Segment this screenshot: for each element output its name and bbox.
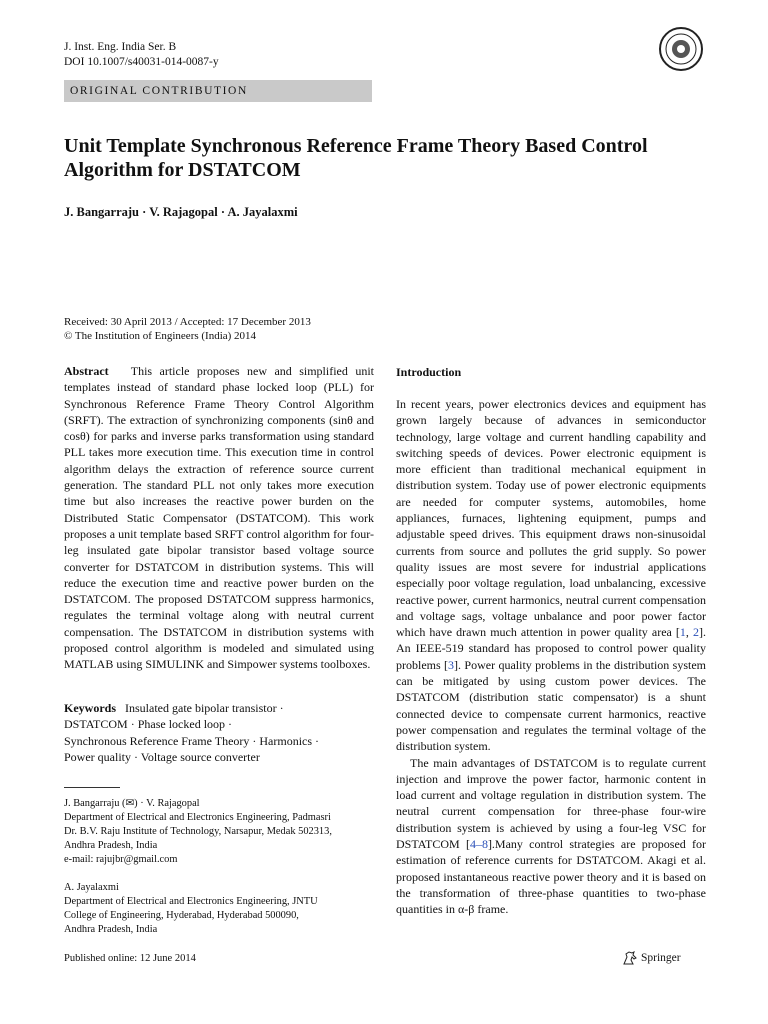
abstract-text: This article proposes new and simplified unit templates instead of standard phase locked loop (PLL) for Synchronous Reference Frame Theory Control Algorithm (SRFT). The extraction of synchronizing components (sinθ and cosθ) for parks and inverse parks transformation using standard PLL takes more execution time. This execution time in control algorithm delays the extraction of reference source current generation. The standard PLL not only takes more execution time but also increases the reactive power burden on the Distributed Static Compensator (DSTATCOM). This work proposes a unit template based SRFT control algorithm for four-leg insulated gate bipolar transistor based voltage source converter for DSTATCOM in distribution systems. This will reduce the execution time and reactive power burden on the DSTATCOM. The proposed DSTATCOM suppress harmonics, regulates the terminal voltage along with neutral current compensation. The DSTATCOM in distribution systems with proposed control algorithm is modeled and simulated using MATLAB using SIMULINK and Simpower systems toolboxes. (64, 364, 374, 672)
keywords (64, 700, 374, 765)
publisher-logo (622, 951, 681, 965)
received-date: Received: 30 April 2013 / Accepted: 17 December 2013 (64, 316, 311, 328)
publisher-name: Springer (641, 952, 681, 964)
affiliation-line: Andhra Pradesh, India (64, 840, 158, 851)
institution-seal-icon (658, 26, 704, 72)
keyword-line: Synchronous Reference Frame Theory · Harmonics · (64, 733, 320, 748)
paragraph: In recent years, power electronics devices and equipment has grown largely because of advances in semiconductor technology, large voltage and current handling capability and switching speeds of devices. Power electronic equipment is more efficient than traditional mechanical equipment in distribution system. Today use of power electronic equipments are needed for computer systems, automobiles, home appliances, furnaces, lightening equipment, pumps and adjustable speed drives. This equipment draws non-sinusoidal currents from source and pollutes the grid supply. So power quality issues are most severe for industrial applications especially poor voltage regulation, load unbalancing, excessive reactive power, current harmonics, neutral current compensation and voltage sags, voltage unbalance and poor power factor which have drawn much attention in power quality area [1, 2]. An IEEE-519 standard has proposed to control power quality problems [3]. Power quality problems in the distribution system can be mitigated by using custom power devices. The DSTATCOM (distribution static compensator) is a shunt connected device to compensate current harmonics, reactive power compensation and regulates the terminal voltage of the distribution system. (396, 397, 707, 754)
affiliation-line: College of Engineering, Hyderabad, Hyderabad 500090, (64, 910, 299, 921)
author-list: J. Bangarraju · V. Rajagopal · A. Jayalaxmi (64, 205, 298, 219)
citation-link[interactable]: 4–8 (469, 837, 488, 852)
doi: DOI 10.1007/s40031-014-0087-y (64, 56, 219, 68)
abstract-label: Abstract (64, 364, 109, 378)
affiliation-line: Dr. B.V. Raju Institute of Technology, Narsapur, Medak 502313, (64, 826, 332, 837)
affiliation-line: A. Jayalaxmi (64, 882, 119, 893)
introduction-body (396, 396, 706, 918)
springer-horse-icon (622, 951, 638, 965)
dates-block (64, 315, 311, 343)
abstract (64, 363, 374, 673)
journal-name: J. Inst. Eng. India Ser. B (64, 41, 177, 53)
copyright: © The Institution of Engineers (India) 2014 (64, 330, 257, 342)
keywords-label: Keywords (64, 701, 116, 715)
citation-link[interactable]: 3 (448, 657, 455, 672)
affiliation-line: Department of Electrical and Electronics Engineering, Padmasri (64, 812, 331, 823)
author-email[interactable]: e-mail: rajujbr@gmail.com (64, 854, 178, 865)
article-type-banner: ORIGINAL CONTRIBUTION (64, 80, 372, 102)
keyword-line: Insulated gate bipolar transistor · (125, 701, 284, 715)
paragraph: The main advantages of DSTATCOM is to regulate current injection and improve the power factor, harmonic content in load current and voltage regulation in distribution system. The neutral current compensation for three-phase four-wire distribution system is achieved by using a four-leg VSC for DSTATCOM [4–8].Many control strategies are proposed for estimation of reference currents for DSTATCOM. Akagi et al. proposed instantaneous reactive power theory and it is based on the transformation of three-phase quantities to two-phase quantities in α-β frame. (396, 755, 706, 917)
introduction-heading: Introduction (396, 365, 462, 379)
affiliations (64, 797, 374, 937)
citation-link[interactable]: 2 (693, 625, 699, 640)
keyword-line: DSTATCOM · Phase locked loop · (64, 717, 233, 732)
article-title: Unit Template Synchronous Reference Frame Theory Based Control Algorithm for DSTATCOM (64, 135, 648, 181)
published-date: Published online: 12 June 2014 (64, 953, 196, 964)
affiliation-line: Andhra Pradesh, India (64, 924, 158, 935)
affiliation-line: J. Bangarraju (✉) · V. Rajagopal (64, 798, 200, 809)
footnote-rule (64, 787, 120, 788)
journal-header (64, 40, 219, 70)
affiliation-line: Department of Electrical and Electronics Engineering, JNTU (64, 896, 318, 907)
keyword-line: Power quality · Voltage source converter (64, 749, 260, 764)
citation-link[interactable]: 1 (679, 625, 686, 640)
